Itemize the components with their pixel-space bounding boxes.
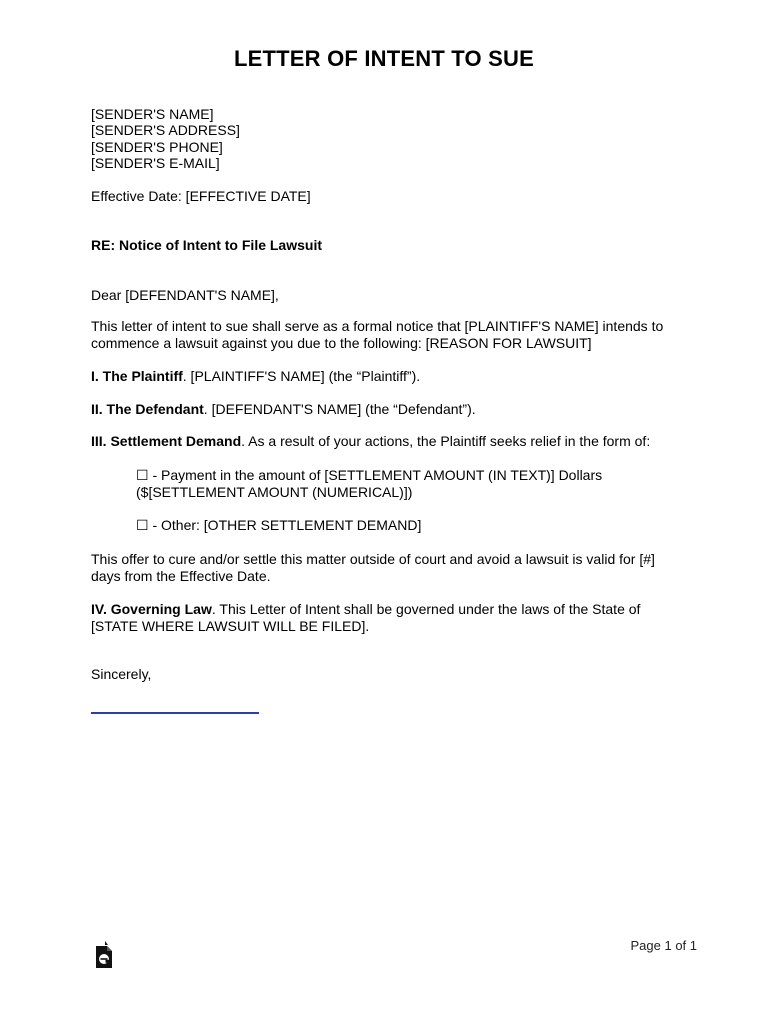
validity-paragraph: This offer to cure and/or settle this matter outside of court and avoid a lawsuit is valid for [#] days from the Effective Date. — [91, 551, 655, 584]
settlement-section — [91, 433, 681, 450]
settlement-heading: III. Settlement Demand — [91, 433, 242, 449]
governing-law-text: . This Letter of Intent shall be governed under the laws of the State of [STATE WHERE LAWSUIT WILL BE FILED]. — [91, 601, 641, 634]
intro-paragraph: This letter of intent to sue shall serve as a formal notice that [PLAINTIFF'S NAME] intends to commence a lawsuit against you due to the following: [REASON FOR LAWSUIT] — [91, 318, 664, 351]
sender-phone: [SENDER'S PHONE] — [91, 138, 223, 155]
settlement-option-other — [136, 517, 676, 534]
checkbox-icon[interactable]: ☐ — [136, 517, 149, 533]
defendant-heading: II. The Defendant — [91, 401, 204, 417]
sender-block — [91, 106, 681, 171]
document-title: LETTER OF INTENT TO SUE — [234, 46, 534, 71]
re-line: RE: Notice of Intent to File Lawsuit — [91, 237, 322, 253]
plaintiff-text: . [PLAINTIFF'S NAME] (the “Plaintiff”). — [182, 368, 421, 384]
effective-date: Effective Date: [EFFECTIVE DATE] — [91, 188, 311, 204]
closing: Sincerely, — [91, 666, 152, 682]
signature-line — [91, 712, 259, 714]
settlement-option-text: - Payment in the amount of [SETTLEMENT AMOUNT (IN TEXT)] Dollars ($[SETTLEMENT AMOUNT (NUMERICAL)]) — [136, 467, 603, 500]
defendant-text: . [DEFENDANT'S NAME] (the “Defendant”). — [203, 401, 476, 417]
document-e-logo-icon — [94, 941, 114, 969]
plaintiff-heading: I. The Plaintiff — [91, 368, 183, 384]
settlement-text: . As a result of your actions, the Plaintiff seeks relief in the form of: — [241, 433, 651, 449]
governing-law-section — [91, 601, 681, 634]
defendant-section — [91, 401, 681, 418]
sender-name: [SENDER'S NAME] — [91, 106, 214, 122]
sender-email: [SENDER'S E-MAIL] — [91, 154, 220, 171]
governing-law-heading: IV. Governing Law — [91, 601, 212, 617]
plaintiff-section — [91, 368, 681, 385]
settlement-option-text: - Other: [OTHER SETTLEMENT DEMAND] — [148, 517, 422, 533]
sender-address: [SENDER'S ADDRESS] — [91, 122, 240, 139]
checkbox-icon[interactable]: ☐ — [136, 467, 149, 483]
page-number: Page 1 of 1 — [630, 938, 697, 953]
salutation: Dear [DEFENDANT'S NAME], — [91, 287, 279, 303]
settlement-option-payment — [136, 467, 676, 500]
